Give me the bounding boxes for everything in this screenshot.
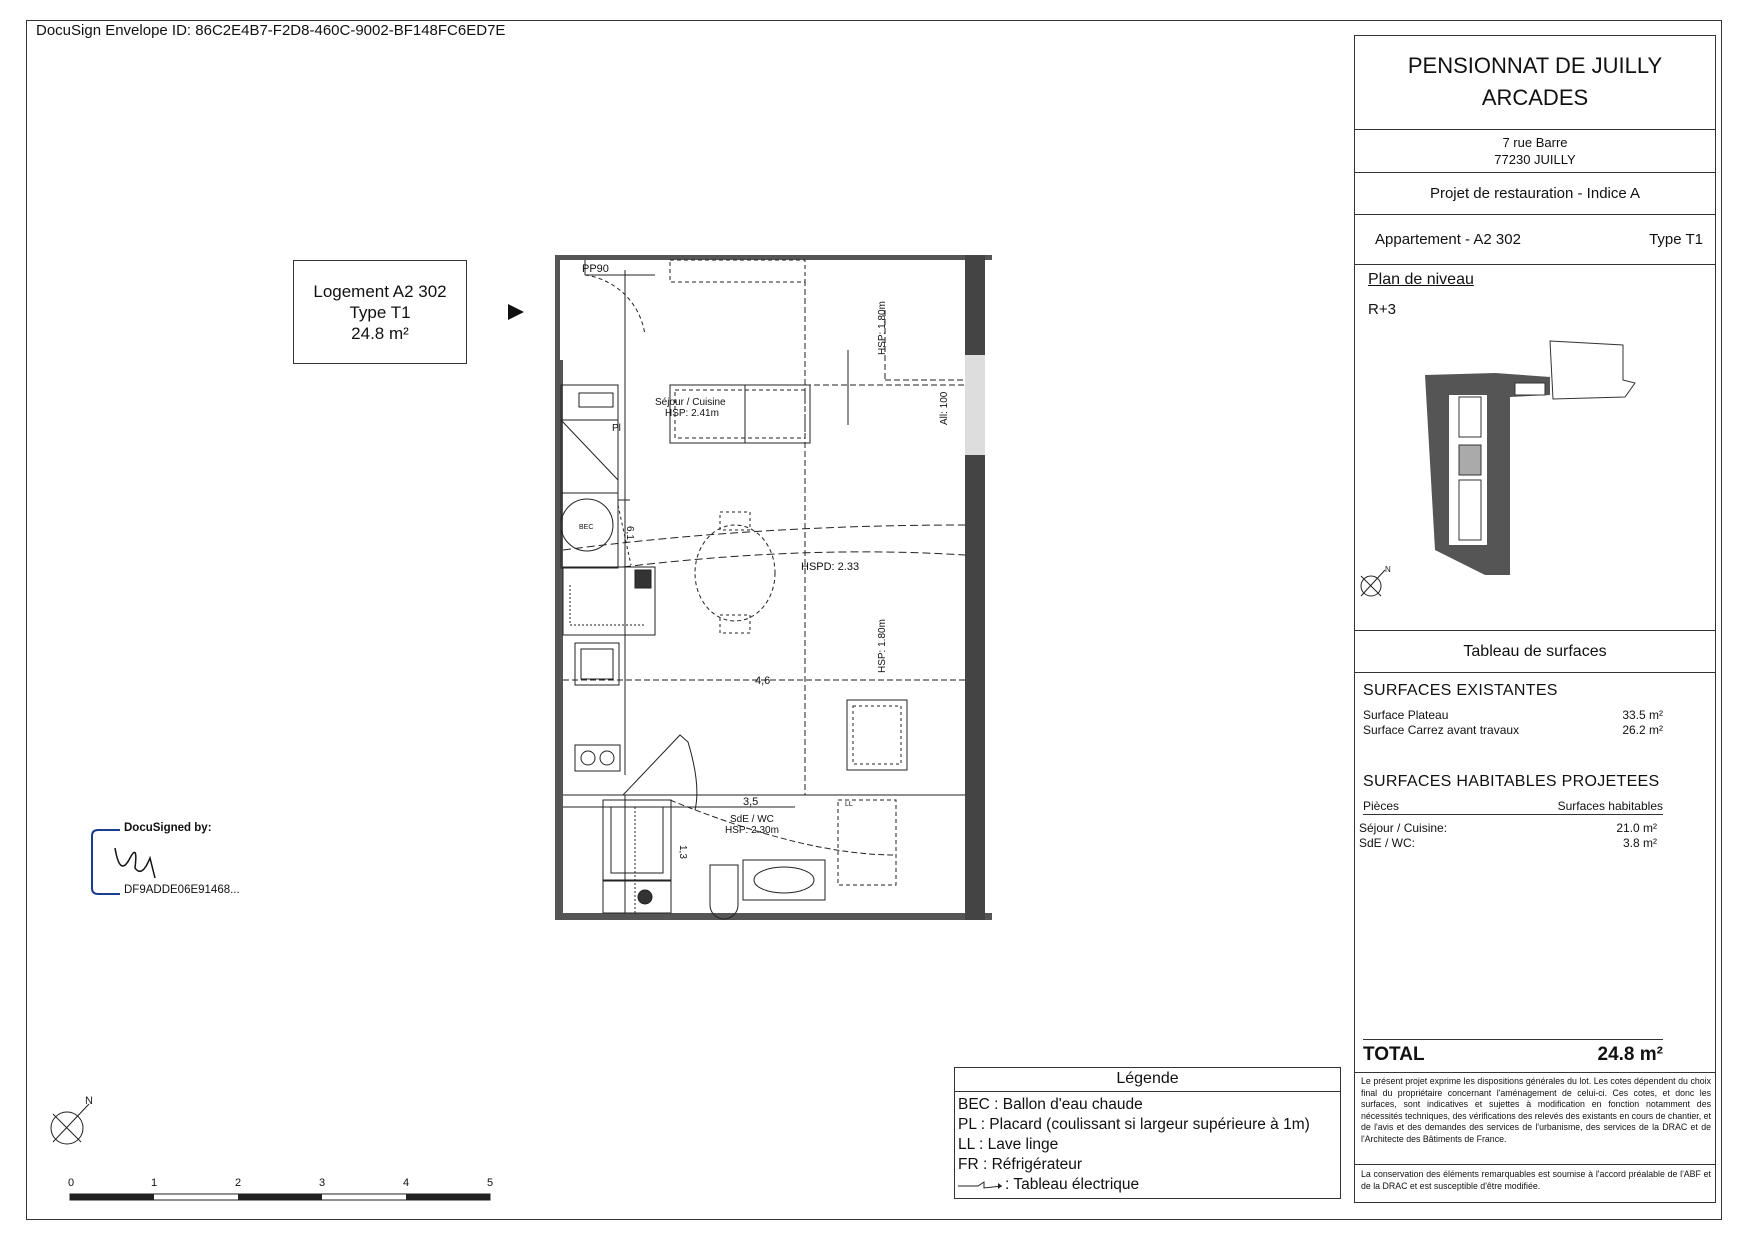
logement-area: 24.8 m² [351, 324, 409, 343]
scale-label: 5 [487, 1177, 494, 1189]
piece-row: SdE / WC: 3.8 m² [1359, 836, 1657, 850]
legend-item: FR : Réfrigérateur [958, 1156, 1083, 1173]
electrical-panel-icon [958, 1180, 1004, 1190]
pointer-arrow-icon [508, 304, 524, 320]
logement-name: Logement A2 302 [313, 282, 447, 301]
disclaimer-text: Le présent projet exprime les dispositions générales du lot. Les cotes dépendent du choix final du propriétaire concernant l'aménagement de celui-ci. Ces cotes, et donc les surfaces, sont indicatives et sujettes à modification en fonction notamment des nécessités techniques, des vérifications des relevés des existants en cours de chantier, et de l'avis et des demandes des services de l'urbanisme, des services de la DRAC et de l'Architecte des Bâtiments de France. [1361, 1076, 1711, 1144]
docusigned-by: DocuSigned by: [124, 822, 212, 834]
hsp-bottom: HSP: 1.80m [877, 619, 888, 673]
hspd-label: HSPD: 2.33 [801, 561, 860, 573]
project-indice: Projet de restauration - Indice A [1355, 173, 1715, 215]
plan-label: Plan de niveau [1368, 271, 1474, 288]
sde-hsp: HSP: 2.30m [725, 825, 779, 836]
pl-label: Pl [612, 423, 621, 434]
conservation-note: La conservation des éléments remarquables est soumise à l'accord préalable de l'ABF et de la DRAC et est susceptible d'être modifiée. [1361, 1169, 1711, 1191]
tableau-title: Tableau de surfaces [1355, 631, 1715, 673]
logement-box [293, 260, 467, 364]
floor-plan [555, 255, 995, 925]
hsp-top: HSP: 1.80m [877, 301, 888, 355]
legend-box [954, 1067, 1341, 1199]
scale-label: 0 [68, 1177, 75, 1189]
envelope-id: DocuSign Envelope ID: 86C2E4B7-F2D8-460C-9002-BF148FC6ED7E [36, 22, 506, 39]
scale-label: 2 [235, 1177, 242, 1189]
title-block [1354, 35, 1716, 1203]
svg-text:N: N [1385, 565, 1391, 574]
legend-item: : Tableau électrique [1005, 1176, 1140, 1193]
sejour-hsp: HSP: 2.41m [665, 408, 719, 419]
scale-label: 4 [403, 1177, 410, 1189]
bec-label: BEC [579, 524, 594, 531]
piece-row: Séjour / Cuisine: 21.0 m² [1359, 821, 1657, 835]
dim-1-3: 1,3 [677, 845, 688, 859]
apartment-type: Type T1 [1649, 231, 1703, 248]
ll-label: LL [845, 801, 853, 808]
dim-6-1: 6,1 [624, 526, 635, 540]
apartment-name: Appartement - A2 302 [1375, 231, 1521, 248]
total-value: 24.8 m² [1597, 1044, 1663, 1065]
legend-item: LL : Lave linge [958, 1136, 1059, 1153]
existante-row: Surface Carrez avant travaux 26.2 m² [1363, 723, 1663, 737]
pp90-label: PP90 [582, 263, 609, 275]
pieces-header: Pièces Surfaces habitables [1363, 799, 1663, 813]
project-name: PENSIONNAT DE JUILLY ARCADES [1355, 36, 1715, 130]
project-address: 7 rue Barre 77230 JUILLY [1355, 130, 1715, 173]
sejour-label: Séjour / Cuisine [655, 397, 726, 408]
level-key-plan [1425, 335, 1645, 590]
signature-id: DF9ADDE06E91468... [124, 884, 240, 896]
legend-item: PL : Placard (coulissant si largeur supérieure à 1m) [958, 1116, 1310, 1133]
scale-bar [68, 1190, 498, 1204]
legend-item: BEC : Ballon d'eau chaude [958, 1096, 1143, 1113]
sde-label: SdE / WC [730, 814, 774, 825]
total-row [1363, 1039, 1663, 1066]
svg-text:N: N [85, 1095, 93, 1107]
dim-4-6: 4,6 [755, 675, 771, 687]
scale-label: 1 [151, 1177, 158, 1189]
projetees-title: SURFACES HABITABLES PROJETEES [1363, 773, 1660, 790]
dim-3-5: 3,5 [743, 796, 759, 808]
north-compass-icon [1357, 560, 1397, 600]
logement-type: Type T1 [349, 303, 411, 322]
plan-level: R+3 [1368, 301, 1396, 318]
scale-label: 3 [319, 1177, 326, 1189]
plan-section [1355, 265, 1715, 631]
legend-title: Légende [1116, 1070, 1179, 1087]
north-compass-icon [45, 1090, 105, 1150]
total-label: TOTAL [1363, 1044, 1425, 1065]
existante-row: Surface Plateau 33.5 m² [1363, 708, 1663, 722]
allege-label: All: 100 [939, 391, 950, 425]
apartment-row [1355, 215, 1715, 265]
existantes-title: SURFACES EXISTANTES [1363, 682, 1558, 699]
signature-scribble [115, 848, 155, 878]
